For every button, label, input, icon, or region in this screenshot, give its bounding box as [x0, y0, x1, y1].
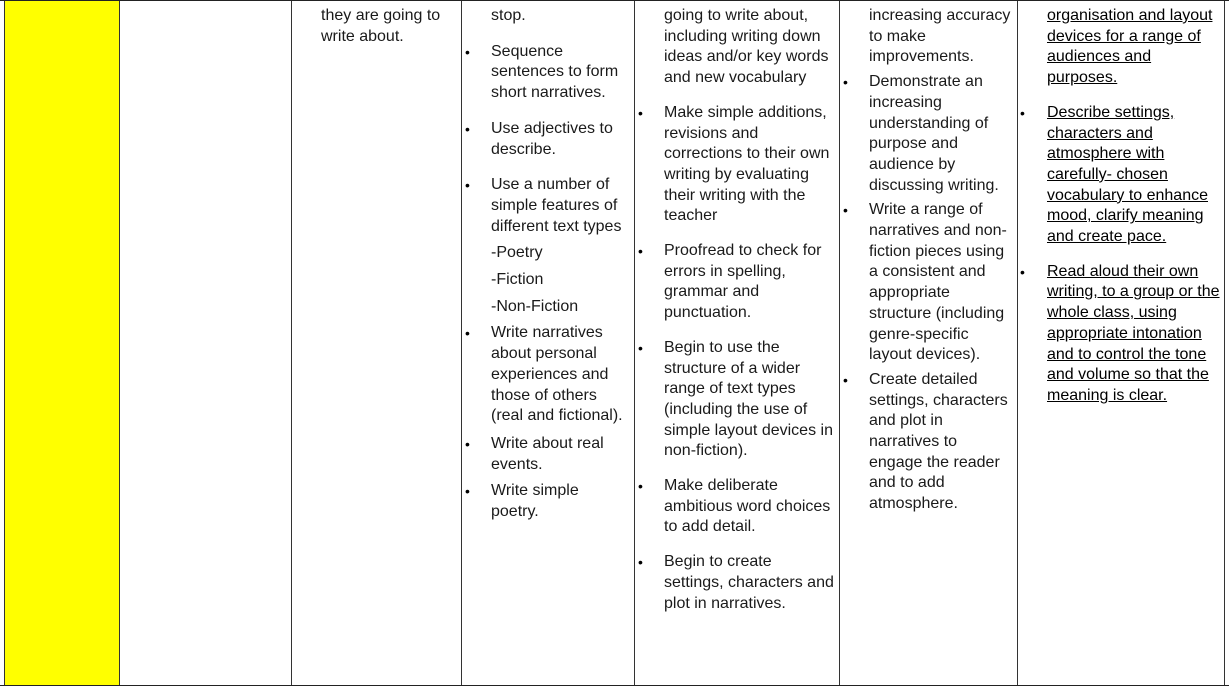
list-item: • Create detailed settings, characters and plot in narratives to engage the reader and to add atmosphere.	[840, 370, 1017, 515]
list-item: • Read aloud their own writing, to a group or the whole class, using appropriate intonation and to control the tone and volume so that the meaning is clear.	[1018, 262, 1224, 407]
highlight-column	[4, 1, 119, 685]
list-item: -Poetry	[491, 244, 543, 262]
column-2	[291, 1, 461, 685]
list-item: • Begin to use the structure of a wider range of text types (including the use of simple layout devices in non-fiction).	[635, 338, 839, 462]
list-item: • Describe settings, characters and atmosphere with carefully- chosen vocabulary to enhance mood, clarify meaning and create pace.	[1018, 103, 1224, 248]
column-3	[461, 1, 634, 685]
list-item: increasing accuracy to make improvements.	[869, 7, 1011, 66]
list-item: stop.	[491, 7, 526, 24]
list-item: • Proofread to check for errors in spelling, grammar and punctuation.	[635, 241, 839, 324]
column-6	[1017, 1, 1225, 685]
list-item: • Write simple poetry.	[462, 481, 634, 522]
column-4	[634, 1, 839, 685]
list-item: • Sequence sentences to form short narratives.	[462, 42, 634, 104]
list-item: • Use adjectives to describe.	[462, 119, 634, 160]
list-item: • Begin to create settings, characters and plot in narratives.	[635, 552, 839, 614]
list-item: • Use a number of simple features of different text types	[462, 175, 634, 237]
list-item: organisation and layout devices for a range of audiences and purposes.	[1047, 7, 1213, 87]
empty-column	[119, 1, 291, 685]
list-item: -Fiction	[491, 271, 544, 289]
column-2-text: they are going to write about.	[321, 7, 441, 45]
list-item: • Demonstrate an increasing understanding of purpose and audience by discussing writing.	[840, 72, 1017, 196]
list-item: • Make deliberate ambitious word choices to add detail.	[635, 476, 839, 538]
list-item: • Write a range of narratives and non-fiction pieces using a consistent and appropriate structure (including genre-specific layout devices).	[840, 200, 1017, 366]
list-item: going to write about, including writing down ideas and/or key words and new vocabulary	[664, 7, 829, 87]
list-item: • Write about real events.	[462, 434, 634, 475]
list-item: -Non-Fiction	[491, 297, 579, 315]
column-5	[839, 1, 1017, 685]
list-item: • Write narratives about personal experiences and those of others (real and fictional).	[462, 323, 634, 427]
list-item: • Make simple additions, revisions and corrections to their own writing by evaluating their writing with the teacher	[635, 103, 839, 227]
